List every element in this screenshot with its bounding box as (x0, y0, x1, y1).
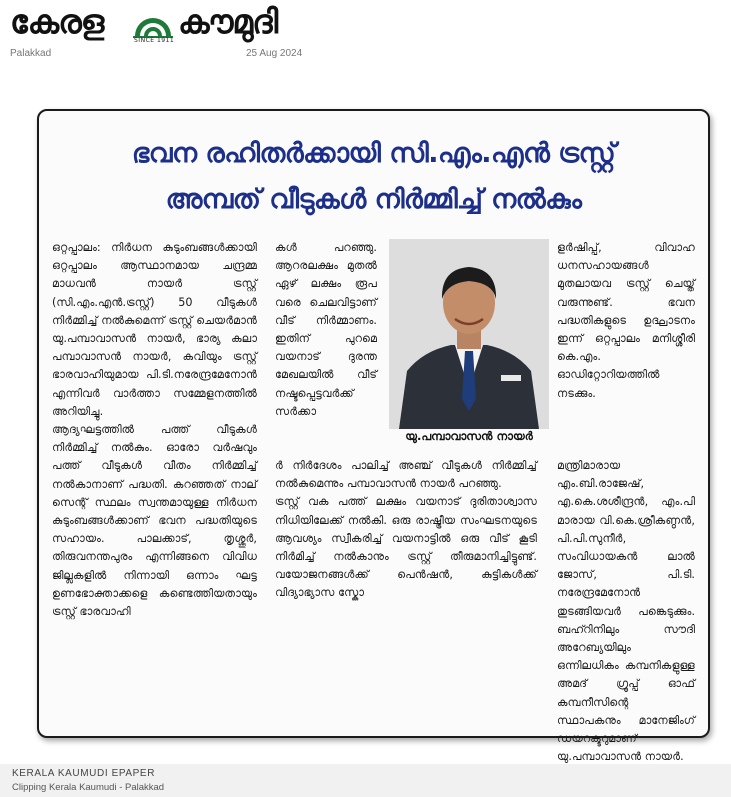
paragraph: ർ നിർദേശം പാലിച്ച് അഞ്ച് വീടുകൾ നിർമ്മിച്ച് നൽകുമെന്നും പമ്പാവാസൻ നായർ പറഞ്ഞു. (275, 459, 537, 491)
article-column-2-top (275, 239, 377, 421)
edition-location: Palakkad (10, 48, 52, 59)
portrait-photo (389, 239, 549, 429)
paragraph: ആദ്യഘട്ടത്തിൽ പത്ത് വീടുകൾ നിർമ്മിച്ച് നൽകും. ഓരോ വർഷവും പത്ത് വീടുകൾ വീതം നിർമ്മിച്ച് നൽകാനാണ് പദ്ധതി. കറഞ്ഞത് നാല് സെന്റ് സ്ഥലം സ്വന്തമായുള്ള നിർധന കുടുംബങ്ങൾക്കാണ് ഭവന പദ്ധതിയുടെ സഹായം. പാലക്കാട്, തൃശ്ശൂർ, തിരുവനന്തപുരം എന്നിങ്ങനെ വിവിധ ജില്ലകളിൽ നിന്നായി ഒന്നാം ഘട്ട ഉണഭോക്താക്കളെ കണ്ടെത്തിയതായും ട്രസ്റ്റ് ഭാരവാഹി (52, 423, 257, 619)
paragraph: ഒറ്റപ്പാലം: നിർധന കുടുംബങ്ങൾക്കായി ഒറ്റപ്പാലം ആസ്ഥാനമായ ചന്ദ്രമ്മ മാധവൻ നായർ ട്രസ്റ്റ് (സി.എം.എൻ.ട്രസ്റ്റ്) 50 വീടുകൾ നിർമ്മിച്ച് നൽകുമെന്ന് ട്രസ്റ്റ് ചെയർമാൻ യു.പമ്പാവാസൻ നായർ, ഭാര്യ കലാ പമ്പാവാസൻ നായർ, കവിയും ട്രസ്റ്റ് ഭാരവാഹിയുമായ പി.ടി.നരേന്ദ്രമേനോൻ എന്നിവർ വാർത്താ സമ്മേളനത്തിൽ അറിയിച്ചു. (52, 241, 257, 418)
paragraph: ളർഷിപ്പ്, വിവാഹ ധനസഹായങ്ങൾ മുതലായവ ട്രസ്റ്റ് ചെയ്ത് വരുന്നുണ്ട്. ഭവന പദ്ധതികളുടെ ഉദ്ഘാടനം ഇന്ന് ഒറ്റപ്പാലം മനിശ്ശീരി കെ.എം. ഓഡിറ്റോറിയത്തിൽ നടക്കും. (557, 241, 695, 400)
paragraph: കൾ പറഞ്ഞു. ആറരലക്ഷം മുതൽ ഏഴ് ലക്ഷം രൂപ വരെ ചെലവിട്ടാണ് വീട് നിർമ്മാണം. ഇതിന് പുറമെ വയനാട് ദുരന്ത മേഖലയിൽ വീട് നഷ്ടപ്പെട്ടവർക്ക് സർക്കാ (275, 241, 377, 418)
article-column-3-bottom (557, 457, 695, 766)
masthead-since: SINCE 1911 (134, 37, 175, 44)
epaper-footer (0, 764, 731, 797)
footer-brand: KERALA KAUMUDI EPAPER (12, 768, 156, 779)
masthead (0, 0, 731, 68)
paragraph: മന്ത്രിമാരായ എം.ബി.രാജേഷ്, എ.കെ.ശശീന്ദ്രൻ, എം.പി മാരായ വി.കെ.ശ്രീകണ്ഠൻ, പി.പി.സുനീർ, സംവിധായകൻ ലാൽ ജോസ്, പി.ടി. നരേന്ദ്രമേനോൻ തുടങ്ങിയവർ പങ്കെടുക്കും. ബഹ്റിനിലും സൗദി അറേബ്യയിലും ഒന്നിലധികം കമ്പനികളുള്ള അമദ് ഗ്രൂപ്പ് ഓഫ് കമ്പനീസിന്റെ സ്ഥാപകനും മാനേജിംഗ് ഡയറക്ടറുമാണ് യു.പമ്പാവാസൻ നായർ. (557, 459, 695, 764)
footer-clipping-source: Clipping Kerala Kaumudi - Palakkad (12, 782, 165, 793)
edition-date: 25 Aug 2024 (246, 48, 303, 59)
article-column-3-top (557, 239, 695, 403)
article-column-1 (52, 239, 257, 621)
portrait-man-icon (389, 239, 549, 429)
headline-line-1: ഭവന രഹിതർക്കായി സി.എം.എൻ ട്രസ്റ്റ് (131, 138, 616, 169)
article-headline (39, 131, 708, 223)
article-column-2-bottom (275, 457, 537, 603)
masthead-logo-right: കൗമുദി (178, 2, 278, 41)
masthead-logo-left: കേരള (10, 2, 104, 41)
article-clipping (37, 109, 710, 764)
photo-caption: യു.പമ്പാവാസൻ നായർ (405, 429, 533, 443)
headline-line-2: അമ്പത് വീടുകൾ നിർമ്മിച്ച് നൽകും (165, 184, 582, 215)
paragraph: ട്രസ്റ്റ് വക പത്ത് ലക്ഷം വയനാട് ദുരിതാശ്വാസ നിധിയിലേക്ക് നൽകി. ഒരു രാഷ്ട്രീയ സംഘടനയുടെ ആവശ്യം സ്വീകരിച്ച് വയനാട്ടിൽ ഒരു വീട് കൂടി നിർമിച്ച് നൽകാനും ട്രസ്റ്റ് തീരുമാനിച്ചിട്ടുണ്ട്. വയോജനങ്ങൾക്ക് പെൻഷൻ, കുട്ടികൾക്ക് വിദ്യാഭ്യാസ സ്കോ (275, 495, 537, 600)
